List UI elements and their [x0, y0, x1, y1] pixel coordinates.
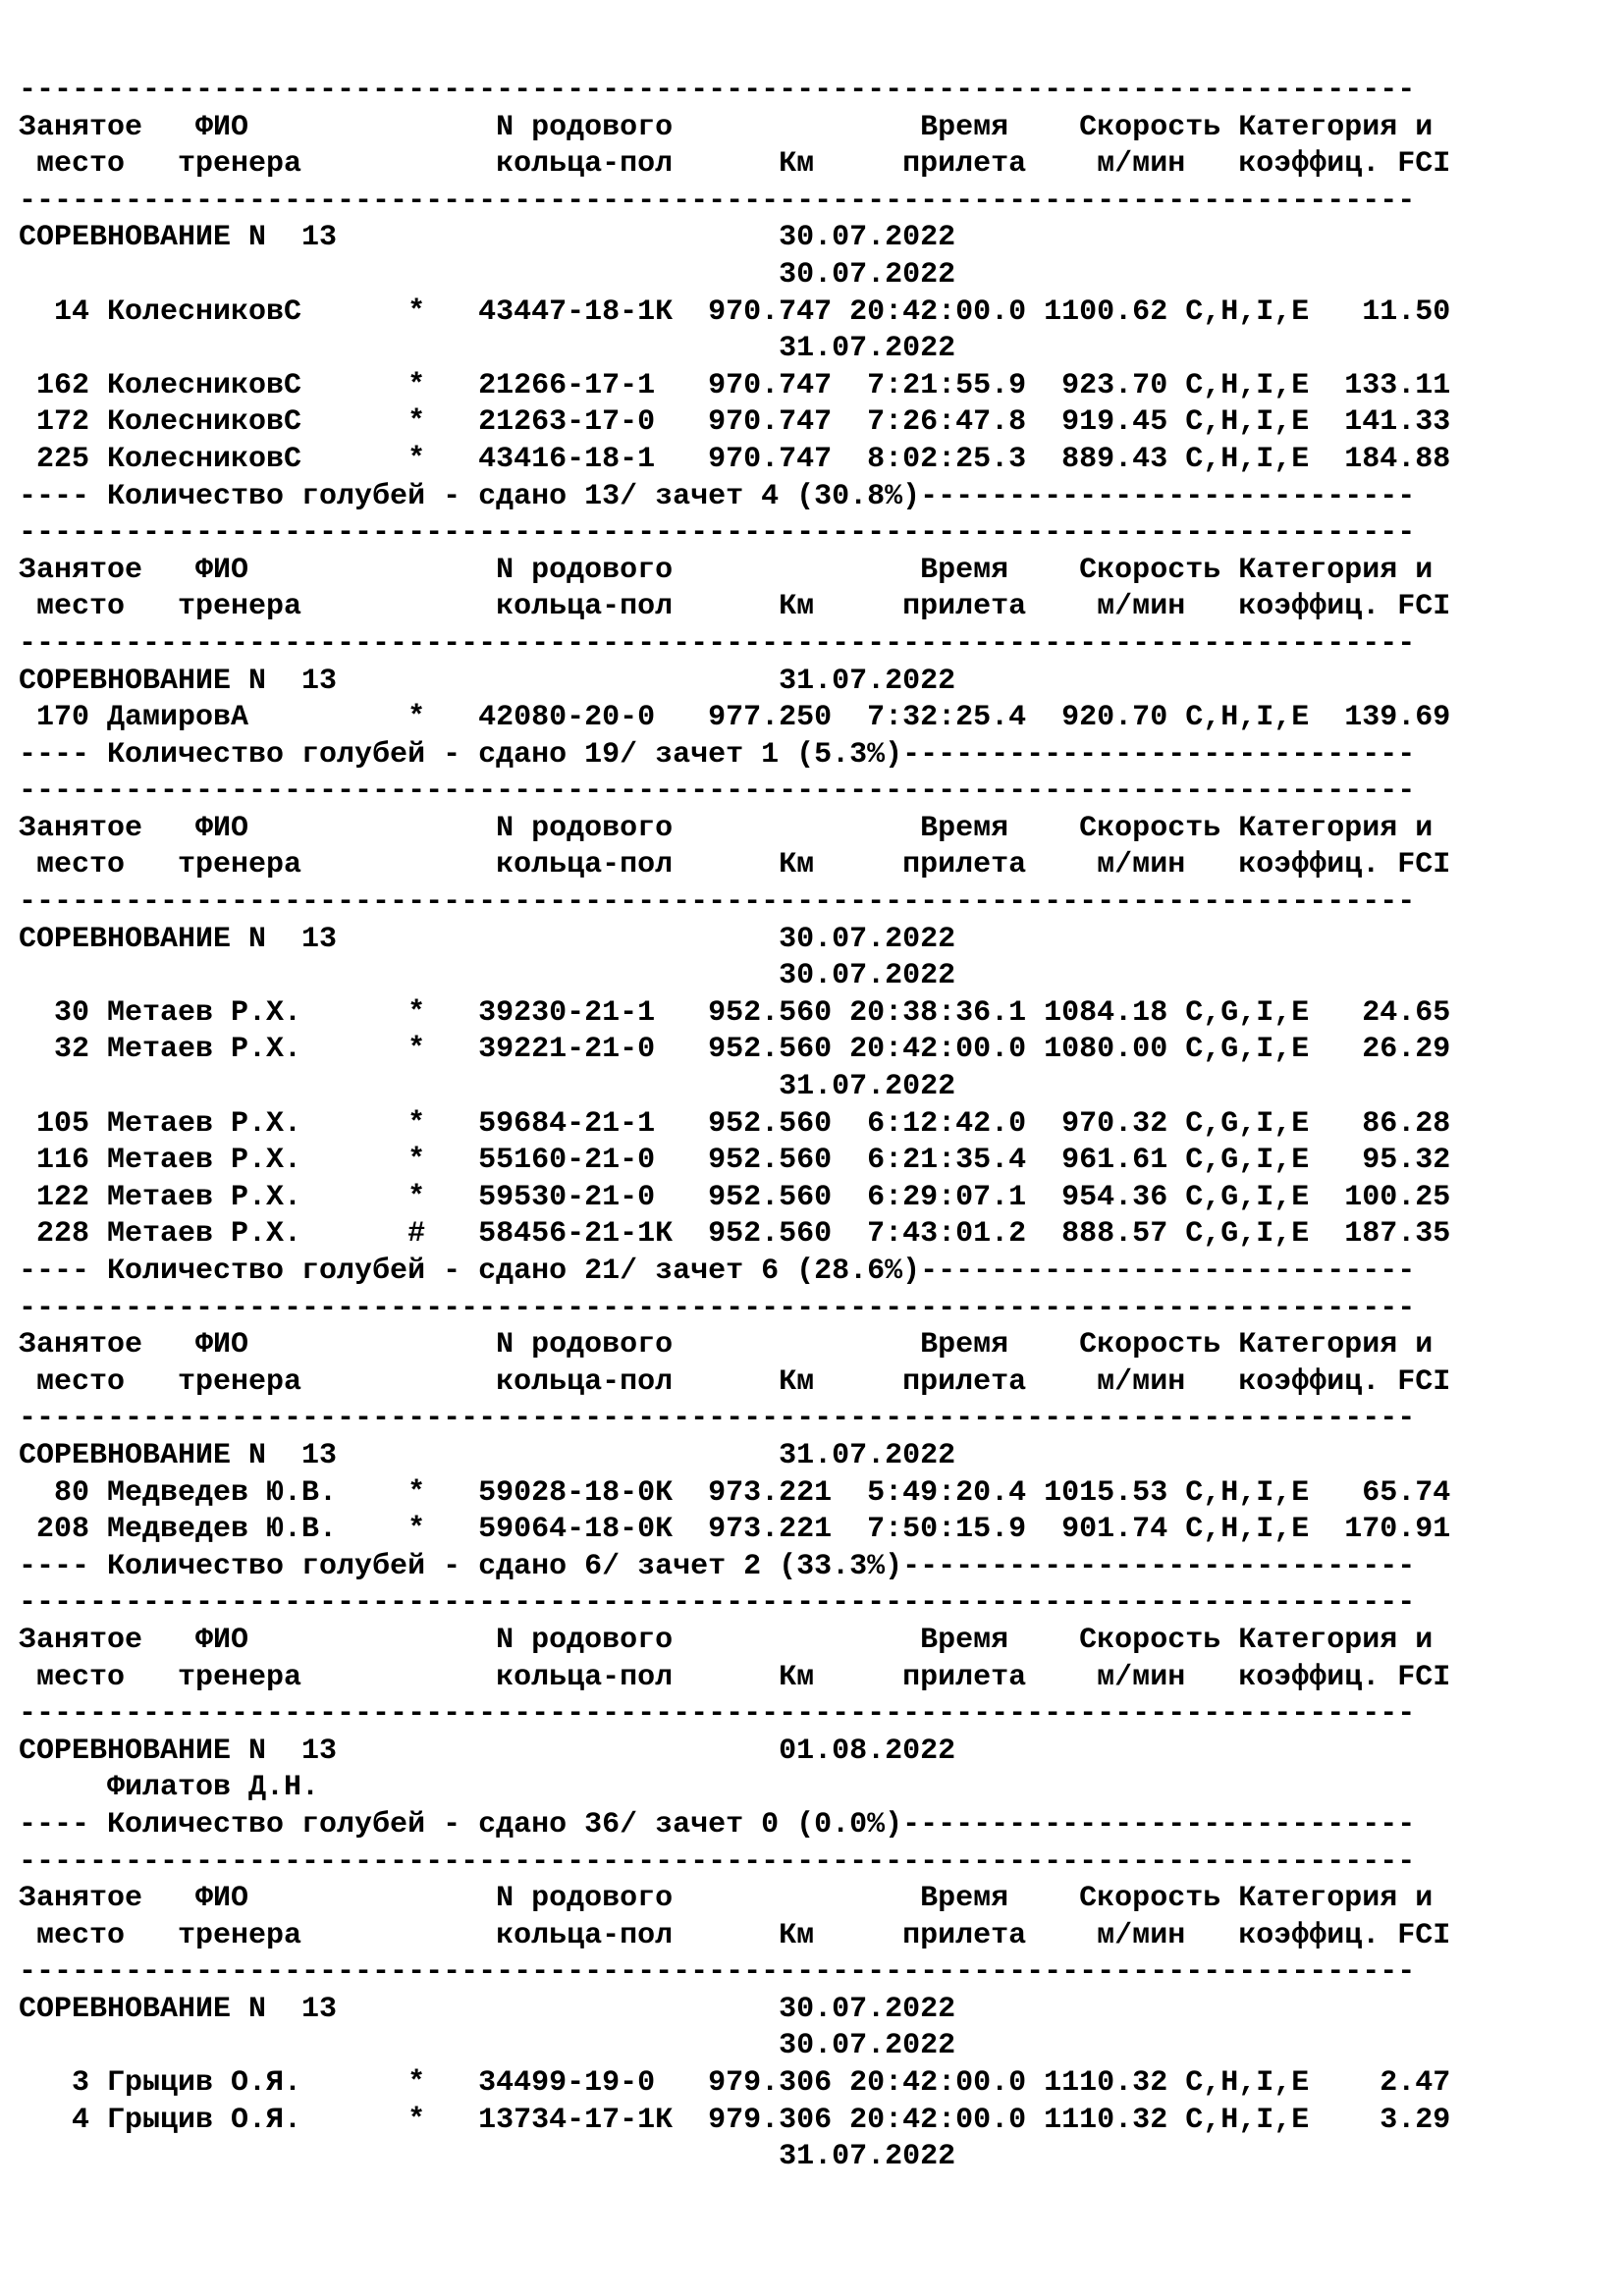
result-row: 162 КолесниковС * 21266-17-1 970.747 7:21:55.9 923.70 C,H,I,E 133.11 — [19, 368, 1451, 402]
result-row: 116 Метаев Р.Х. * 55160-21-0 952.560 6:21:35.4 961.61 C,G,I,E 95.32 — [19, 1144, 1451, 1178]
result-row: 172 КолесниковС * 21263-17-0 970.747 7:26:47.8 919.45 C,H,I,E 141.33 — [19, 405, 1451, 440]
result-row: 14 КолесниковС * 43447-18-1К 970.747 20:42:00.0 1100.62 C,H,I,E 11.50 — [19, 294, 1451, 329]
result-row: 32 Метаев Р.Х. * 39221-21-0 952.560 20:42:00.0 1080.00 C,G,I,E 26.29 — [19, 1033, 1451, 1067]
date-line: 31.07.2022 — [19, 1070, 956, 1104]
separator-line: ------------------------------------------------------------------------------- — [19, 1586, 1416, 1621]
column-header-line: место тренера кольца-пол Км прилета м/мин коэффиц. FCI — [19, 1918, 1451, 1952]
competition-title-line: СОРЕВНОВАНИЕ N 13 31.07.2022 — [19, 1438, 956, 1472]
column-header-line: Занятое ФИО N родового Время Скорость Категория и — [19, 1882, 1434, 1916]
column-header-line: место тренера кольца-пол Км прилета м/мин коэффиц. FCI — [19, 1660, 1451, 1694]
result-row: 225 КолесниковС * 43416-18-1 970.747 8:02:25.3 889.43 C,H,I,E 184.88 — [19, 442, 1451, 476]
column-header-line: Занятое ФИО N родового Время Скорость Категория и — [19, 1623, 1434, 1657]
separator-line: ------------------------------------------------------------------------------- — [19, 1844, 1416, 1879]
separator-line: ------------------------------------------------------------------------------- — [19, 1955, 1416, 1990]
separator-line: ------------------------------------------------------------------------------- — [19, 1291, 1416, 1325]
competition-title-line: СОРЕВНОВАНИЕ N 13 30.07.2022 — [19, 221, 956, 255]
summary-line: ---- Количество голубей - сдано 19/ зачет 1 (5.3%)----------------------------- — [19, 737, 1416, 772]
date-line: 30.07.2022 — [19, 2029, 956, 2063]
date-line: 31.07.2022 — [19, 332, 956, 366]
result-row: 208 Медведев Ю.В. * 59064-18-0К 973.221 7:50:15.9 901.74 C,H,I,E 170.91 — [19, 1513, 1451, 1547]
column-header-line: место тренера кольца-пол Км прилета м/мин коэффиц. FCI — [19, 147, 1451, 182]
result-row: 30 Метаев Р.Х. * 39230-21-1 952.560 20:38:36.1 1084.18 C,G,I,E 24.65 — [19, 995, 1451, 1030]
separator-line: ------------------------------------------------------------------------------- — [19, 774, 1416, 809]
separator-line: ------------------------------------------------------------------------------- — [19, 885, 1416, 920]
date-line: 31.07.2022 — [19, 2140, 956, 2174]
summary-line: ---- Количество голубей - сдано 6/ зачет 2 (33.3%)----------------------------- — [19, 1549, 1416, 1583]
separator-line: ------------------------------------------------------------------------------- — [19, 626, 1416, 661]
separator-line: ------------------------------------------------------------------------------- — [19, 74, 1416, 107]
summary-line: ---- Количество голубей - сдано 13/ зачет 4 (30.8%)---------------------------- — [19, 479, 1416, 513]
summary-line: ---- Количество голубей - сдано 36/ зачет 0 (0.0%)----------------------------- — [19, 1807, 1416, 1842]
column-header-line: Занятое ФИО N родового Время Скорость Категория и — [19, 553, 1434, 587]
summary-line: ---- Количество голубей - сдано 21/ зачет 6 (28.6%)---------------------------- — [19, 1255, 1416, 1288]
competition-title-line: СОРЕВНОВАНИЕ N 13 01.08.2022 — [19, 1734, 956, 1768]
column-header-line: Занятое ФИО N родового Время Скорость Категория и — [19, 811, 1434, 845]
column-header-line: Занятое ФИО N родового Время Скорость Категория и — [19, 1328, 1434, 1362]
result-row: 122 Метаев Р.Х. * 59530-21-0 952.560 6:29:07.1 954.36 C,G,I,E 100.25 — [19, 1180, 1451, 1214]
competition-title-line: СОРЕВНОВАНИЕ N 13 30.07.2022 — [19, 1992, 956, 2026]
result-row: 105 Метаев Р.Х. * 59684-21-1 952.560 6:12:42.0 970.32 C,G,I,E 86.28 — [19, 1106, 1451, 1141]
result-row: 4 Грыцив О.Я. * 13734-17-1К 979.306 20:42:00.0 1110.32 C,H,I,E 3.29 — [19, 2103, 1451, 2137]
date-line: 30.07.2022 — [19, 257, 956, 292]
result-row: 228 Метаев Р.Х. # 58456-21-1К 952.560 7:43:01.2 888.57 C,G,I,E 187.35 — [19, 1217, 1451, 1252]
competition-title-line: СОРЕВНОВАНИЕ N 13 30.07.2022 — [19, 922, 956, 956]
result-row: Филатов Д.Н. — [19, 1771, 320, 1805]
column-header-line: место тренера кольца-пол Км прилета м/мин коэффиц. FCI — [19, 848, 1451, 882]
result-row: 170 ДамировА * 42080-20-0 977.250 7:32:25.4 920.70 C,H,I,E 139.69 — [19, 701, 1451, 735]
column-header-line: Занятое ФИО N родового Время Скорость Категория и — [19, 110, 1434, 144]
separator-line: ------------------------------------------------------------------------------- — [19, 1697, 1416, 1732]
separator-line: ------------------------------------------------------------------------------- — [19, 184, 1416, 218]
column-header-line: место тренера кольца-пол Км прилета м/мин коэффиц. FCI — [19, 1364, 1451, 1399]
separator-line: ------------------------------------------------------------------------------- — [19, 516, 1416, 551]
column-header-line: место тренера кольца-пол Км прилета м/мин коэффиц. FCI — [19, 590, 1451, 624]
date-line: 30.07.2022 — [19, 959, 956, 993]
competition-title-line: СОРЕВНОВАНИЕ N 13 31.07.2022 — [19, 664, 956, 698]
result-row: 80 Медведев Ю.В. * 59028-18-0К 973.221 5:49:20.4 1015.53 C,H,I,E 65.74 — [19, 1475, 1451, 1510]
race-results-printout — [19, 73, 1450, 2176]
separator-line: ------------------------------------------------------------------------------- — [19, 1402, 1416, 1436]
result-row: 3 Грыцив О.Я. * 34499-19-0 979.306 20:42:00.0 1110.32 C,H,I,E 2.47 — [19, 2066, 1451, 2101]
